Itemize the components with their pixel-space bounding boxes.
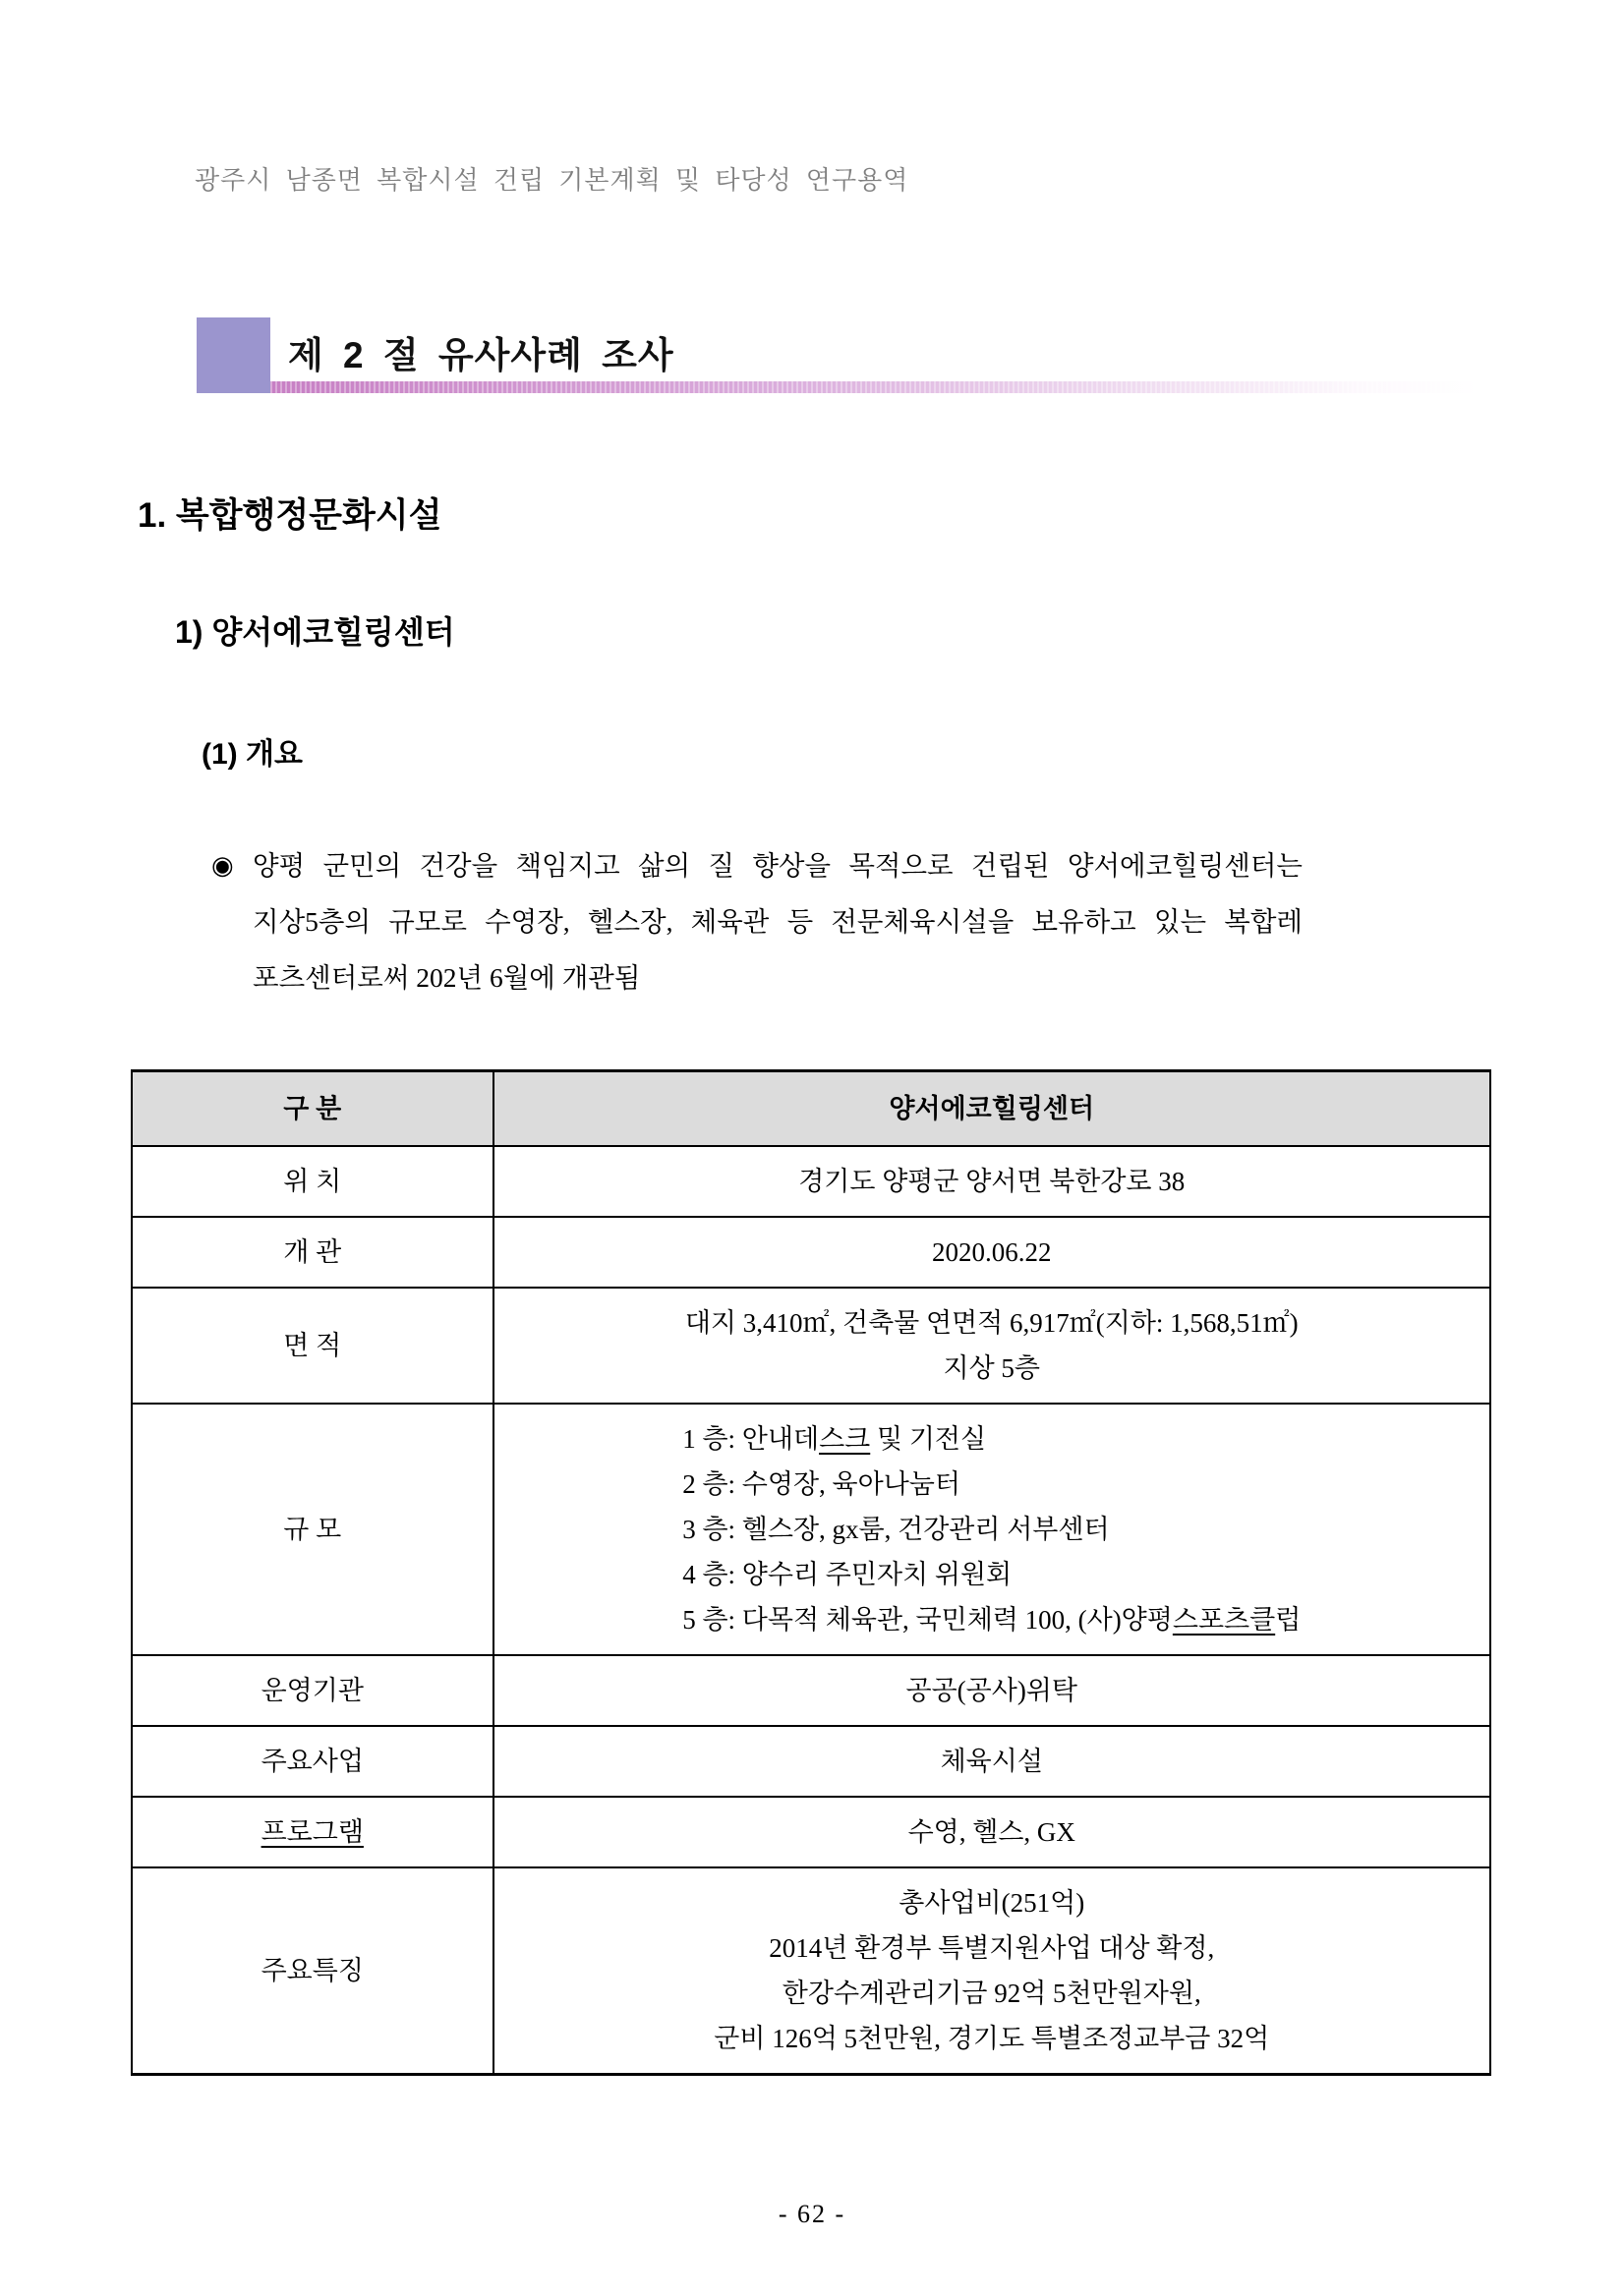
bullet-icon: ◉ bbox=[211, 851, 234, 880]
table-row bbox=[132, 1726, 1490, 1797]
table-text-segment: 럽 bbox=[1275, 1605, 1302, 1635]
table-text-segment: 2020.06.22 bbox=[932, 1237, 1052, 1267]
table-text-segment: 1 층: 안내데 bbox=[682, 1424, 820, 1454]
table-row-label: 운영기관 bbox=[132, 1655, 493, 1726]
case-study-table bbox=[131, 1069, 1491, 2076]
table-text-segment: 5 층: 다목적 체육관, 국민체력 100, (사)양평 bbox=[682, 1605, 1173, 1635]
table-header-row bbox=[132, 1071, 1490, 1147]
heading-level2: 1) 양서에코힐링센터 bbox=[175, 614, 455, 650]
case-study-table-body bbox=[132, 1071, 1490, 2075]
table-row bbox=[132, 1146, 1490, 1217]
table-row-label: 면 적 bbox=[132, 1288, 493, 1404]
table-row-value bbox=[493, 1404, 1491, 1655]
section-banner bbox=[197, 317, 1484, 393]
table-text-segment: 수영, 헬스, GX bbox=[907, 1817, 1075, 1847]
overview-paragraph-text bbox=[253, 837, 1303, 1005]
table-value-line bbox=[682, 1552, 1301, 1597]
page-number: - 62 - bbox=[778, 2200, 846, 2228]
section-title: 제 2 절 유사사례 조사 bbox=[288, 335, 674, 375]
table-value-line bbox=[504, 1809, 1480, 1855]
overview-paragraph bbox=[211, 837, 1303, 1005]
table-row-value-block bbox=[504, 1159, 1480, 1204]
table-value-line bbox=[504, 1971, 1480, 2016]
table-row-label: 규 모 bbox=[132, 1404, 493, 1655]
table-value-line bbox=[682, 1462, 1301, 1507]
table-row-label: 위 치 bbox=[132, 1146, 493, 1217]
table-value-line bbox=[504, 2016, 1480, 2061]
table-row-label: 주요사업 bbox=[132, 1726, 493, 1797]
table-row-value-block bbox=[504, 1230, 1480, 1275]
table-value-line bbox=[504, 1300, 1480, 1346]
table-text-segment: 스포츠클 bbox=[1172, 1605, 1276, 1635]
table-row-value bbox=[493, 1797, 1491, 1867]
table-value-line bbox=[504, 1159, 1480, 1204]
table-text-segment: 2014년 환경부 특별지원사업 대상 확정, bbox=[769, 1933, 1215, 1963]
table-row bbox=[132, 1404, 1490, 1655]
table-row-value bbox=[493, 1288, 1491, 1404]
table-row-value bbox=[493, 1146, 1491, 1217]
table-value-line bbox=[504, 1346, 1480, 1391]
table-text-segment: 한강수계관리기금 92억 5천만원자원, bbox=[782, 1979, 1201, 2008]
table-text-segment: 경기도 양평군 양서면 북한강로 38 bbox=[798, 1167, 1186, 1196]
section-gradient-bar bbox=[270, 381, 1479, 393]
table-text-segment: 총사업비(251억) bbox=[899, 1888, 1085, 1918]
section-accent-box bbox=[197, 317, 270, 393]
table-value-line bbox=[682, 1507, 1301, 1552]
table-row bbox=[132, 1288, 1490, 1404]
table-row-value bbox=[493, 1867, 1491, 2075]
table-text-segment: 2 층: 수영장, 육아나눔터 bbox=[682, 1469, 960, 1499]
table-header-value: 양서에코힐링센터 bbox=[493, 1071, 1491, 1147]
table-row-value-block bbox=[682, 1416, 1301, 1642]
table-row bbox=[132, 1797, 1490, 1867]
table-row-value-block bbox=[504, 1668, 1480, 1713]
heading-level3: (1) 개요 bbox=[202, 738, 303, 771]
running-header: 광주시 남종면 복합시설 건립 기본계획 및 타당성 연구용역 bbox=[195, 165, 909, 195]
paragraph-line: 양평 군민의 건강을 책임지고 삶의 질 향상을 목적으로 건립된 양서에코힐링센터는 bbox=[253, 850, 1303, 881]
table-value-line bbox=[504, 1925, 1480, 1971]
table-header-label: 구 분 bbox=[132, 1071, 493, 1147]
table-text-segment: 체육시설 bbox=[940, 1747, 1043, 1776]
table-row-label bbox=[132, 1797, 493, 1867]
table-text-segment: 3 층: 헬스장, gx룸, 건강관리 서부센터 bbox=[682, 1515, 1110, 1544]
table-text-segment: 스크 bbox=[819, 1424, 871, 1454]
table-value-line bbox=[504, 1668, 1480, 1713]
table-text-segment: 4 층: 양수리 주민자치 위원회 bbox=[682, 1560, 1013, 1589]
table-row-value-block bbox=[504, 1880, 1480, 2061]
table-value-line bbox=[504, 1739, 1480, 1784]
table-row bbox=[132, 1867, 1490, 2075]
table-text-segment: 군비 126억 5천만원, 경기도 특별조정교부금 32억 bbox=[714, 2024, 1270, 2053]
table-value-line bbox=[504, 1230, 1480, 1275]
table-value-line bbox=[682, 1416, 1301, 1462]
table-value-line bbox=[682, 1597, 1301, 1642]
table-row-value-block bbox=[504, 1809, 1480, 1855]
table-row-label: 주요특징 bbox=[132, 1867, 493, 2075]
table-row bbox=[132, 1655, 1490, 1726]
table-row-value bbox=[493, 1726, 1491, 1797]
paragraph-line: 지상5층의 규모로 수영장, 헬스장, 체육관 등 전문체육시설을 보유하고 있는 복합레 bbox=[253, 906, 1303, 937]
paragraph-line: 포츠센터로써 202년 6월에 개관됨 bbox=[253, 962, 641, 993]
table-row-value bbox=[493, 1655, 1491, 1726]
table-text-segment: 대지 3,410㎡, 건축물 연면적 6,917㎡(지하: 1,568,51㎡) bbox=[684, 1308, 1299, 1338]
table-row-label-text: 프로그램 bbox=[261, 1817, 364, 1847]
table-row-value bbox=[493, 1217, 1491, 1288]
table-row-value-block bbox=[504, 1739, 1480, 1784]
table-value-line bbox=[504, 1880, 1480, 1925]
table-row-value-block bbox=[504, 1300, 1480, 1391]
table-text-segment: 공공(공사)위탁 bbox=[905, 1676, 1077, 1705]
table-text-segment: 및 기전실 bbox=[870, 1424, 987, 1454]
table-row-label: 개 관 bbox=[132, 1217, 493, 1288]
table-row bbox=[132, 1217, 1490, 1288]
table-text-segment: 지상 5층 bbox=[943, 1353, 1040, 1383]
heading-level1: 1. 복합행정문화시설 bbox=[138, 496, 442, 535]
